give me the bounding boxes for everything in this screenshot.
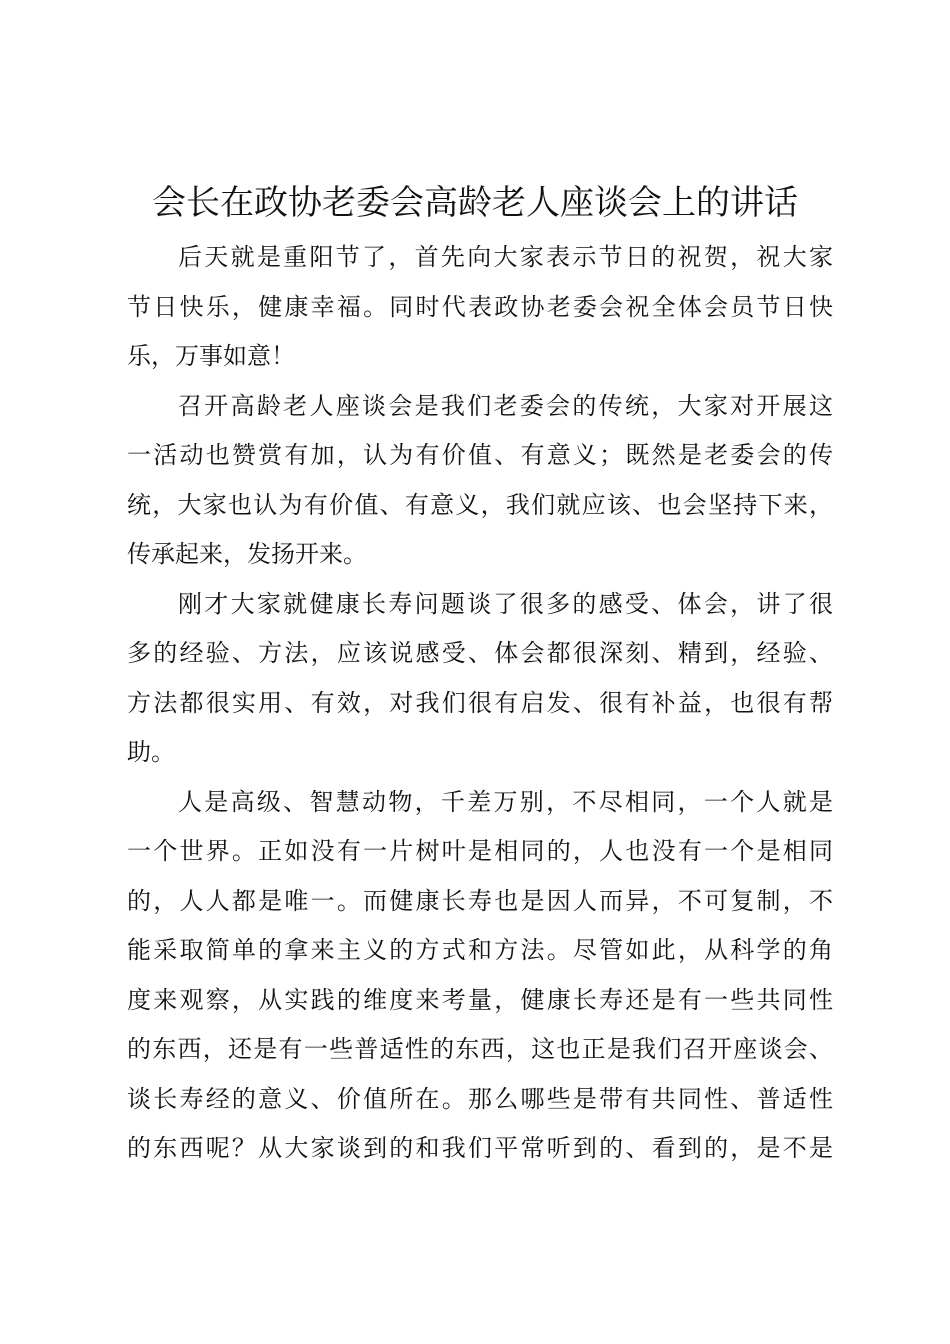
text-line: 传承起来，发扬开来。 bbox=[127, 540, 367, 568]
text-line: 的东西呢？从大家谈到的和我们平常听到的、看到的，是不是 bbox=[127, 1134, 833, 1162]
text-line: 的，人人都是唯一。而健康长寿也是因人而异，不可复制，不 bbox=[127, 886, 833, 915]
text-line: 能采取简单的拿来主义的方式和方法。尽管如此，从科学的角 bbox=[127, 936, 833, 964]
text-line: 方法都很实用、有效，对我们很有启发、很有补益，也很有帮 bbox=[127, 688, 833, 717]
text-line: 一个世界。正如没有一片树叶是相同的，人也没有一个是相同 bbox=[127, 837, 833, 865]
text-line: 谈长寿经的意义、价值所在。那么哪些是带有共同性、普适性 bbox=[127, 1084, 833, 1113]
text-line: 刚才大家就健康长寿问题谈了很多的感受、体会，讲了很 bbox=[178, 589, 833, 618]
text-line: 乐，万事如意！ bbox=[127, 342, 295, 370]
paragraph-3 bbox=[127, 580, 833, 778]
paragraph-2 bbox=[127, 382, 833, 580]
text-line: 召开高龄老人座谈会是我们老委会的传统，大家对开展这 bbox=[178, 391, 833, 420]
text-line: 的东西，还是有一些普适性的东西，这也正是我们召开座谈会、 bbox=[127, 1035, 833, 1063]
document-body bbox=[127, 233, 833, 1174]
text-line: 多的经验、方法，应该说感受、体会都很深刻、精到，经验、 bbox=[127, 639, 833, 667]
paragraph-1 bbox=[127, 233, 833, 382]
paragraph-4 bbox=[127, 778, 833, 1174]
text-line: 节日快乐，健康幸福。同时代表政协老委会祝全体会员节日快 bbox=[127, 292, 833, 321]
text-line: 统，大家也认为有价值、有意义，我们就应该、也会坚持下来， bbox=[127, 490, 833, 519]
text-line: 度来观察，从实践的维度来考量，健康长寿还是有一些共同性 bbox=[127, 985, 833, 1014]
text-line: 助。 bbox=[127, 738, 175, 766]
text-line: 人是高级、智慧动物，千差万别，不尽相同，一个人就是 bbox=[178, 787, 833, 816]
document-title: 会长在政协老委会高龄老人座谈会上的讲话 bbox=[152, 183, 798, 223]
text-line: 后天就是重阳节了，首先向大家表示节日的祝贺，祝大家 bbox=[178, 243, 833, 271]
text-line: 一活动也赞赏有加，认为有价值、有意义；既然是老委会的传 bbox=[127, 441, 833, 469]
